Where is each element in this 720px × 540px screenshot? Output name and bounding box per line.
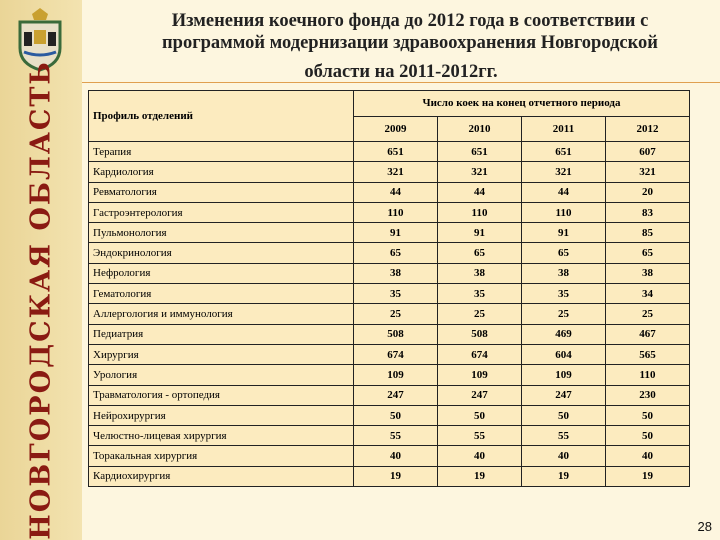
profile-name: Кардиохирургия (89, 466, 354, 486)
profile-name: Кардиология (89, 162, 354, 182)
bed-count: 651 (438, 142, 522, 162)
bed-count: 110 (522, 202, 606, 222)
table-row (89, 466, 690, 486)
bed-count: 604 (522, 344, 606, 364)
slide-title-line2: области на 2011-2012гг. (304, 62, 498, 82)
bed-count: 38 (354, 263, 438, 283)
bed-count: 25 (438, 304, 522, 324)
table-row (89, 284, 690, 304)
profile-name: Педиатрия (89, 324, 354, 344)
bed-count: 50 (438, 405, 522, 425)
profile-name: Ревматология (89, 182, 354, 202)
bed-count: 25 (606, 304, 690, 324)
bed-count: 55 (354, 426, 438, 446)
bed-count: 38 (438, 263, 522, 283)
bed-count: 50 (606, 426, 690, 446)
bed-count: 65 (606, 243, 690, 263)
profile-name: Хирургия (89, 344, 354, 364)
beds-table (88, 90, 690, 487)
bed-count: 91 (354, 223, 438, 243)
profile-name: Гастроэнтерология (89, 202, 354, 222)
bed-count: 19 (354, 466, 438, 486)
bed-count: 651 (354, 142, 438, 162)
bed-count: 44 (354, 182, 438, 202)
bed-count: 83 (606, 202, 690, 222)
table-row (89, 446, 690, 466)
group-header: Число коек на конец отчетного периода (354, 91, 690, 117)
bed-count: 40 (354, 446, 438, 466)
bed-count: 321 (438, 162, 522, 182)
year-header: 2010 (438, 116, 522, 142)
bed-count: 44 (438, 182, 522, 202)
bed-count: 247 (354, 385, 438, 405)
bed-count: 38 (522, 263, 606, 283)
bed-count: 321 (354, 162, 438, 182)
bed-count: 467 (606, 324, 690, 344)
bed-count: 44 (522, 182, 606, 202)
table-row (89, 304, 690, 324)
bed-count: 674 (438, 344, 522, 364)
bed-count: 91 (438, 223, 522, 243)
profile-name: Урология (89, 365, 354, 385)
profile-name: Терапия (89, 142, 354, 162)
bed-count: 65 (354, 243, 438, 263)
bed-count: 321 (522, 162, 606, 182)
profile-name: Нефрология (89, 263, 354, 283)
bed-count: 35 (438, 284, 522, 304)
region-name: НОВГОРОДСКАЯ ОБЛАСТЬ (25, 60, 57, 540)
profile-name: Торакальная хирургия (89, 446, 354, 466)
table-row (89, 202, 690, 222)
bed-count: 109 (354, 365, 438, 385)
bed-count: 55 (438, 426, 522, 446)
bed-count: 85 (606, 223, 690, 243)
bed-count: 38 (606, 263, 690, 283)
bed-count: 110 (606, 365, 690, 385)
bed-count: 40 (522, 446, 606, 466)
bed-count: 91 (522, 223, 606, 243)
bed-count: 25 (354, 304, 438, 324)
profile-name: Нейрохирургия (89, 405, 354, 425)
bed-count: 110 (354, 202, 438, 222)
bed-count: 19 (522, 466, 606, 486)
bed-count: 25 (522, 304, 606, 324)
profile-name: Пульмонология (89, 223, 354, 243)
table-row (89, 142, 690, 162)
bed-count: 607 (606, 142, 690, 162)
bed-count: 508 (438, 324, 522, 344)
profile-name: Аллергология и иммунология (89, 304, 354, 324)
bed-count: 508 (354, 324, 438, 344)
bed-count: 19 (606, 466, 690, 486)
bed-count: 565 (606, 344, 690, 364)
bed-count: 674 (354, 344, 438, 364)
year-header: 2012 (606, 116, 690, 142)
bed-count: 34 (606, 284, 690, 304)
bed-count: 109 (438, 365, 522, 385)
sidebar (0, 0, 82, 540)
bed-count: 651 (522, 142, 606, 162)
table-row (89, 324, 690, 344)
bed-count: 469 (522, 324, 606, 344)
year-header: 2009 (354, 116, 438, 142)
table-row (89, 405, 690, 425)
table-row (89, 344, 690, 364)
table-row (89, 162, 690, 182)
bed-count: 19 (438, 466, 522, 486)
table-row (89, 365, 690, 385)
bed-count: 247 (522, 385, 606, 405)
slide-title: Изменения коечного фонда до 2012 года в соответствии с программой модернизации здравоохранения Новгородской (162, 11, 658, 53)
bed-count: 230 (606, 385, 690, 405)
bed-count: 50 (354, 405, 438, 425)
bed-count: 20 (606, 182, 690, 202)
bed-count: 247 (438, 385, 522, 405)
profile-header: Профиль отделений (89, 91, 354, 142)
bed-count: 65 (438, 243, 522, 263)
bed-count: 50 (606, 405, 690, 425)
table-row (89, 426, 690, 446)
table-row (89, 243, 690, 263)
bed-count: 40 (438, 446, 522, 466)
bed-count: 55 (522, 426, 606, 446)
table-row (89, 223, 690, 243)
profile-name: Травматология - ортопедия (89, 385, 354, 405)
table-row (89, 263, 690, 283)
bed-count: 109 (522, 365, 606, 385)
year-header: 2011 (522, 116, 606, 142)
bed-count: 35 (522, 284, 606, 304)
bed-count: 40 (606, 446, 690, 466)
bed-count: 321 (606, 162, 690, 182)
profile-name: Эндокринология (89, 243, 354, 263)
table-row (89, 385, 690, 405)
bed-count: 35 (354, 284, 438, 304)
profile-name: Гематология (89, 284, 354, 304)
profile-name: Челюстно-лицевая хирургия (89, 426, 354, 446)
page-number: 28 (697, 519, 712, 534)
bed-count: 65 (522, 243, 606, 263)
table-row (89, 182, 690, 202)
bed-count: 110 (438, 202, 522, 222)
bed-count: 50 (522, 405, 606, 425)
